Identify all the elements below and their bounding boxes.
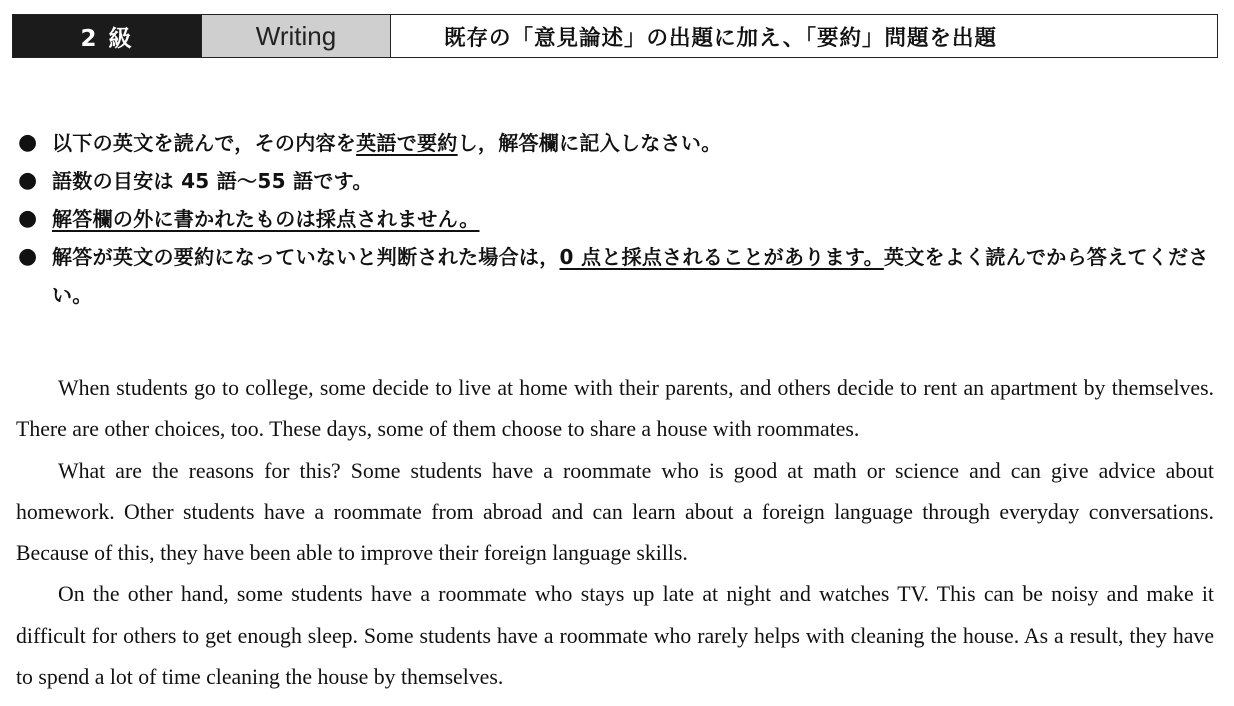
section-header xyxy=(12,14,1218,58)
instruction-text: 英文をよく読んでから答えてください。 xyxy=(52,245,1209,307)
instructions-list xyxy=(18,124,1218,314)
header-description: 既存の「意見論述」の出題に加え、「要約」問題を出題 xyxy=(444,25,998,51)
instruction-text: 語数の目安は 45 語～55 語です。 xyxy=(52,169,373,193)
instruction-item xyxy=(18,200,1218,238)
grade-label: 2 級 xyxy=(13,15,201,57)
bullet-dot-icon: ● xyxy=(18,244,38,269)
skill-label: Writing xyxy=(201,15,391,57)
instruction-item xyxy=(18,238,1218,314)
instruction-text: し，解答欄に記入しなさい。 xyxy=(457,131,722,155)
instruction-item xyxy=(18,162,1218,200)
instruction-underline: 英語で要約 xyxy=(356,131,458,155)
instruction-text: 以下の英文を読んで，その内容を xyxy=(52,131,357,155)
bullet-dot-icon: ● xyxy=(18,130,38,155)
passage-paragraph: When students go to college, some decide to live at home with their parents, and others decide to rent an apartment by themselves. There are other choices, too. These days, some of them choose to share a house with roommates. xyxy=(16,376,1214,442)
bullet-dot-icon: ● xyxy=(18,206,38,231)
instruction-underline: 0 点と採点されることがあります。 xyxy=(559,245,884,269)
instruction-text: 解答が英文の要約になっていないと判断された場合は， xyxy=(52,245,560,269)
passage-paragraph: What are the reasons for this? Some students have a roommate who is good at math or science and can give advice about homework. Other students have a roommate from abroad and can learn about a foreign language through everyday conversations. Because of this, they have been able to improve their foreign language skills. xyxy=(16,458,1214,566)
passage-paragraph: On the other hand, some students have a roommate who stays up late at night and watches TV. This can be noisy and make it difficult for others to get enough sleep. Some students have a roommate who rarely helps with cleaning the house. As a result, they have to spend a lot of time cleaning the house by themselves. xyxy=(16,582,1214,690)
instruction-underline: 解答欄の外に書かれたものは採点されません。 xyxy=(52,207,480,231)
reading-passage xyxy=(16,368,1214,698)
instruction-item xyxy=(18,124,1218,162)
bullet-dot-icon: ● xyxy=(18,168,38,193)
